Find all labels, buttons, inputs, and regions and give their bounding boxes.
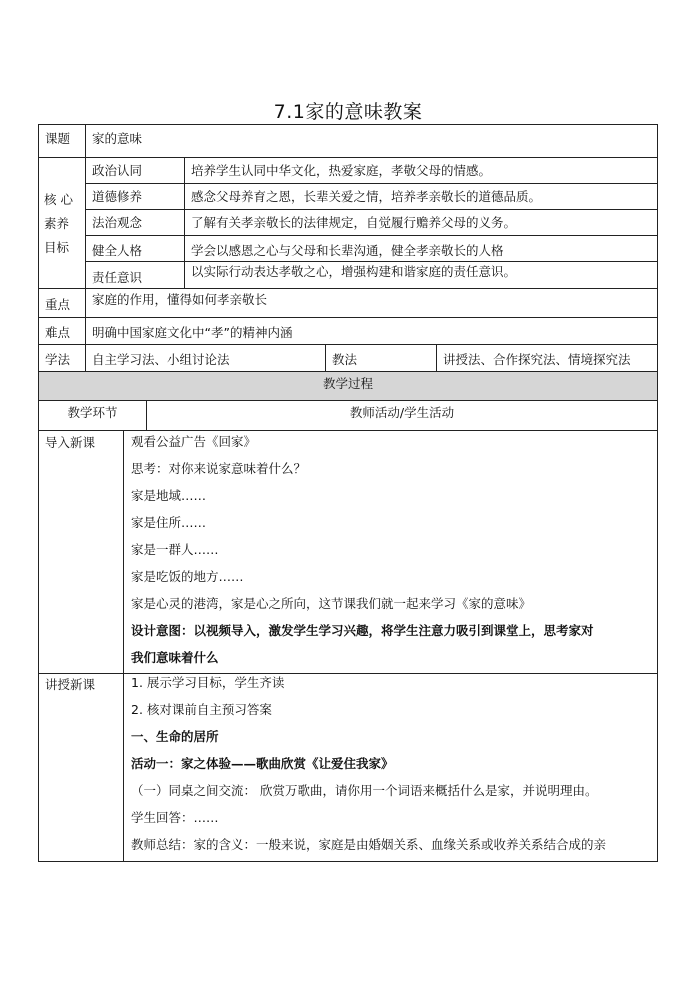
activity-heading: 活动一：家之体验——歌曲欣赏《让爱住我家》 bbox=[131, 756, 394, 771]
core-item-text: 感念父母养育之恩，长辈关爱之情，培养孝亲敬长的道德品质。 bbox=[184, 183, 658, 210]
intro-line: 观看公益广告《回家》 bbox=[131, 434, 257, 449]
activity-header: 教师活动/学生活动 bbox=[146, 400, 658, 431]
intro-line: 家是一群人…… bbox=[131, 542, 219, 557]
lecture-label: 讲授新课 bbox=[38, 673, 124, 862]
study-method-label: 学法 bbox=[38, 344, 86, 372]
lecture-line: 教师总结：家的含义：一般来说，家庭是由婚姻关系、血缘关系或收养关系结合成的亲 bbox=[131, 837, 607, 852]
topic-value: 家的意味 bbox=[85, 124, 658, 158]
study-method-value: 自主学习法、小组讨论法 bbox=[85, 344, 326, 372]
topic-label: 课题 bbox=[38, 124, 86, 158]
section-heading: 一、生命的居所 bbox=[131, 729, 219, 744]
core-item-name: 政治认同 bbox=[85, 157, 185, 184]
intro-line: 家是地域…… bbox=[131, 488, 207, 503]
lecture-line: （一）同桌之间交流： 欣赏万歌曲，请你用一个词语来概括什么是家，并说明理由。 bbox=[131, 783, 598, 798]
lecture-line: 2. 核对课前自主预习答案 bbox=[131, 702, 272, 717]
core-item-name: 健全人格 bbox=[85, 235, 185, 262]
focus-label: 重点 bbox=[38, 288, 86, 318]
teach-method-label: 教法 bbox=[325, 344, 437, 372]
lecture-line: 1. 展示学习目标，学生齐读 bbox=[131, 675, 285, 690]
lecture-content bbox=[123, 673, 658, 862]
intro-label: 导入新课 bbox=[38, 430, 124, 674]
design-intent-line: 我们意味着什么 bbox=[131, 650, 219, 665]
core-goals-label: 核 心 素养 目标 bbox=[38, 157, 86, 289]
phase-header: 教学环节 bbox=[38, 400, 147, 431]
lecture-line: 学生回答：…… bbox=[131, 810, 219, 825]
teach-method-value: 讲授法、合作探究法、情境探究法 bbox=[436, 344, 658, 372]
intro-line: 家是吃饭的地方…… bbox=[131, 569, 244, 584]
core-item-name: 道德修养 bbox=[85, 183, 185, 210]
intro-line: 家是住所…… bbox=[131, 515, 207, 530]
core-item-text: 学会以感恩之心与父母和长辈沟通，健全孝亲敬长的人格 bbox=[184, 235, 658, 262]
core-item-text: 培养学生认同中华文化，热爱家庭，孝敬父母的情感。 bbox=[184, 157, 658, 184]
difficulty-label: 难点 bbox=[38, 317, 86, 345]
intro-line: 家是心灵的港湾，家是心之所向，这节课我们就一起来学习《家的意味》 bbox=[131, 596, 532, 611]
core-item-text: 以实际行动表达孝敬之心，增强构建和谐家庭的责任意识。 bbox=[184, 261, 658, 289]
focus-value: 家庭的作用，懂得如何孝亲敬长 bbox=[85, 288, 658, 318]
process-header: 教学过程 bbox=[38, 371, 658, 401]
core-item-text: 了解有关孝亲敬长的法律规定，自觉履行赡养父母的义务。 bbox=[184, 209, 658, 236]
core-item-name: 责任意识 bbox=[85, 261, 185, 289]
intro-line: 思考：对你来说家意味着什么？ bbox=[131, 461, 307, 476]
difficulty-value: 明确中国家庭文化中“孝”的精神内涵 bbox=[85, 317, 658, 345]
lesson-plan-table bbox=[38, 124, 658, 862]
design-intent-line: 设计意图：以视频导入，激发学生学习兴趣，将学生注意力吸引到课堂上，思考家对 bbox=[131, 623, 594, 638]
intro-content bbox=[123, 430, 658, 674]
core-item-name: 法治观念 bbox=[85, 209, 185, 236]
document-title: 7.1家的意味教案 bbox=[273, 101, 423, 123]
